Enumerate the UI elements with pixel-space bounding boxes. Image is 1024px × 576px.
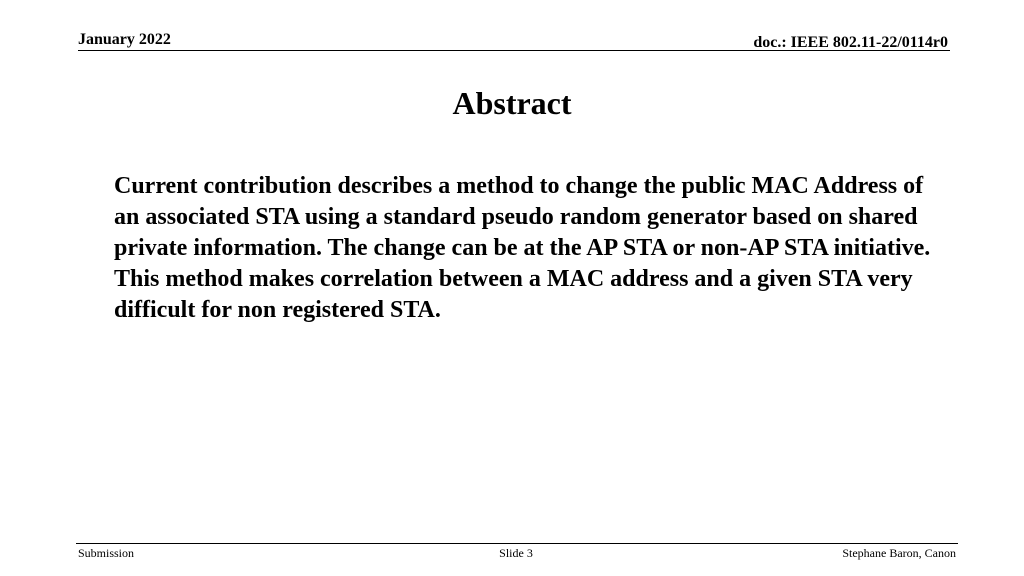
abstract-body: Current contribution describes a method to change the public MAC Address of an associated STA using a standard pseudo random generator based on shared private information. The change can be at the AP STA or non-AP STA initiative. This method makes correlation between a MAC address and a given STA very difficult for non registered STA. xyxy=(114,173,931,323)
footer-author: Stephane Baron, Canon xyxy=(842,546,956,560)
slide-title: Abstract xyxy=(452,85,572,121)
header-divider xyxy=(78,50,950,51)
footer-divider xyxy=(76,543,958,544)
header-doc-id: doc.: IEEE 802.11-22/0114r0 xyxy=(753,34,948,51)
footer-submission: Submission xyxy=(78,546,135,560)
footer-slide-number: Slide 3 xyxy=(499,546,533,560)
header-date: January 2022 xyxy=(78,31,171,48)
